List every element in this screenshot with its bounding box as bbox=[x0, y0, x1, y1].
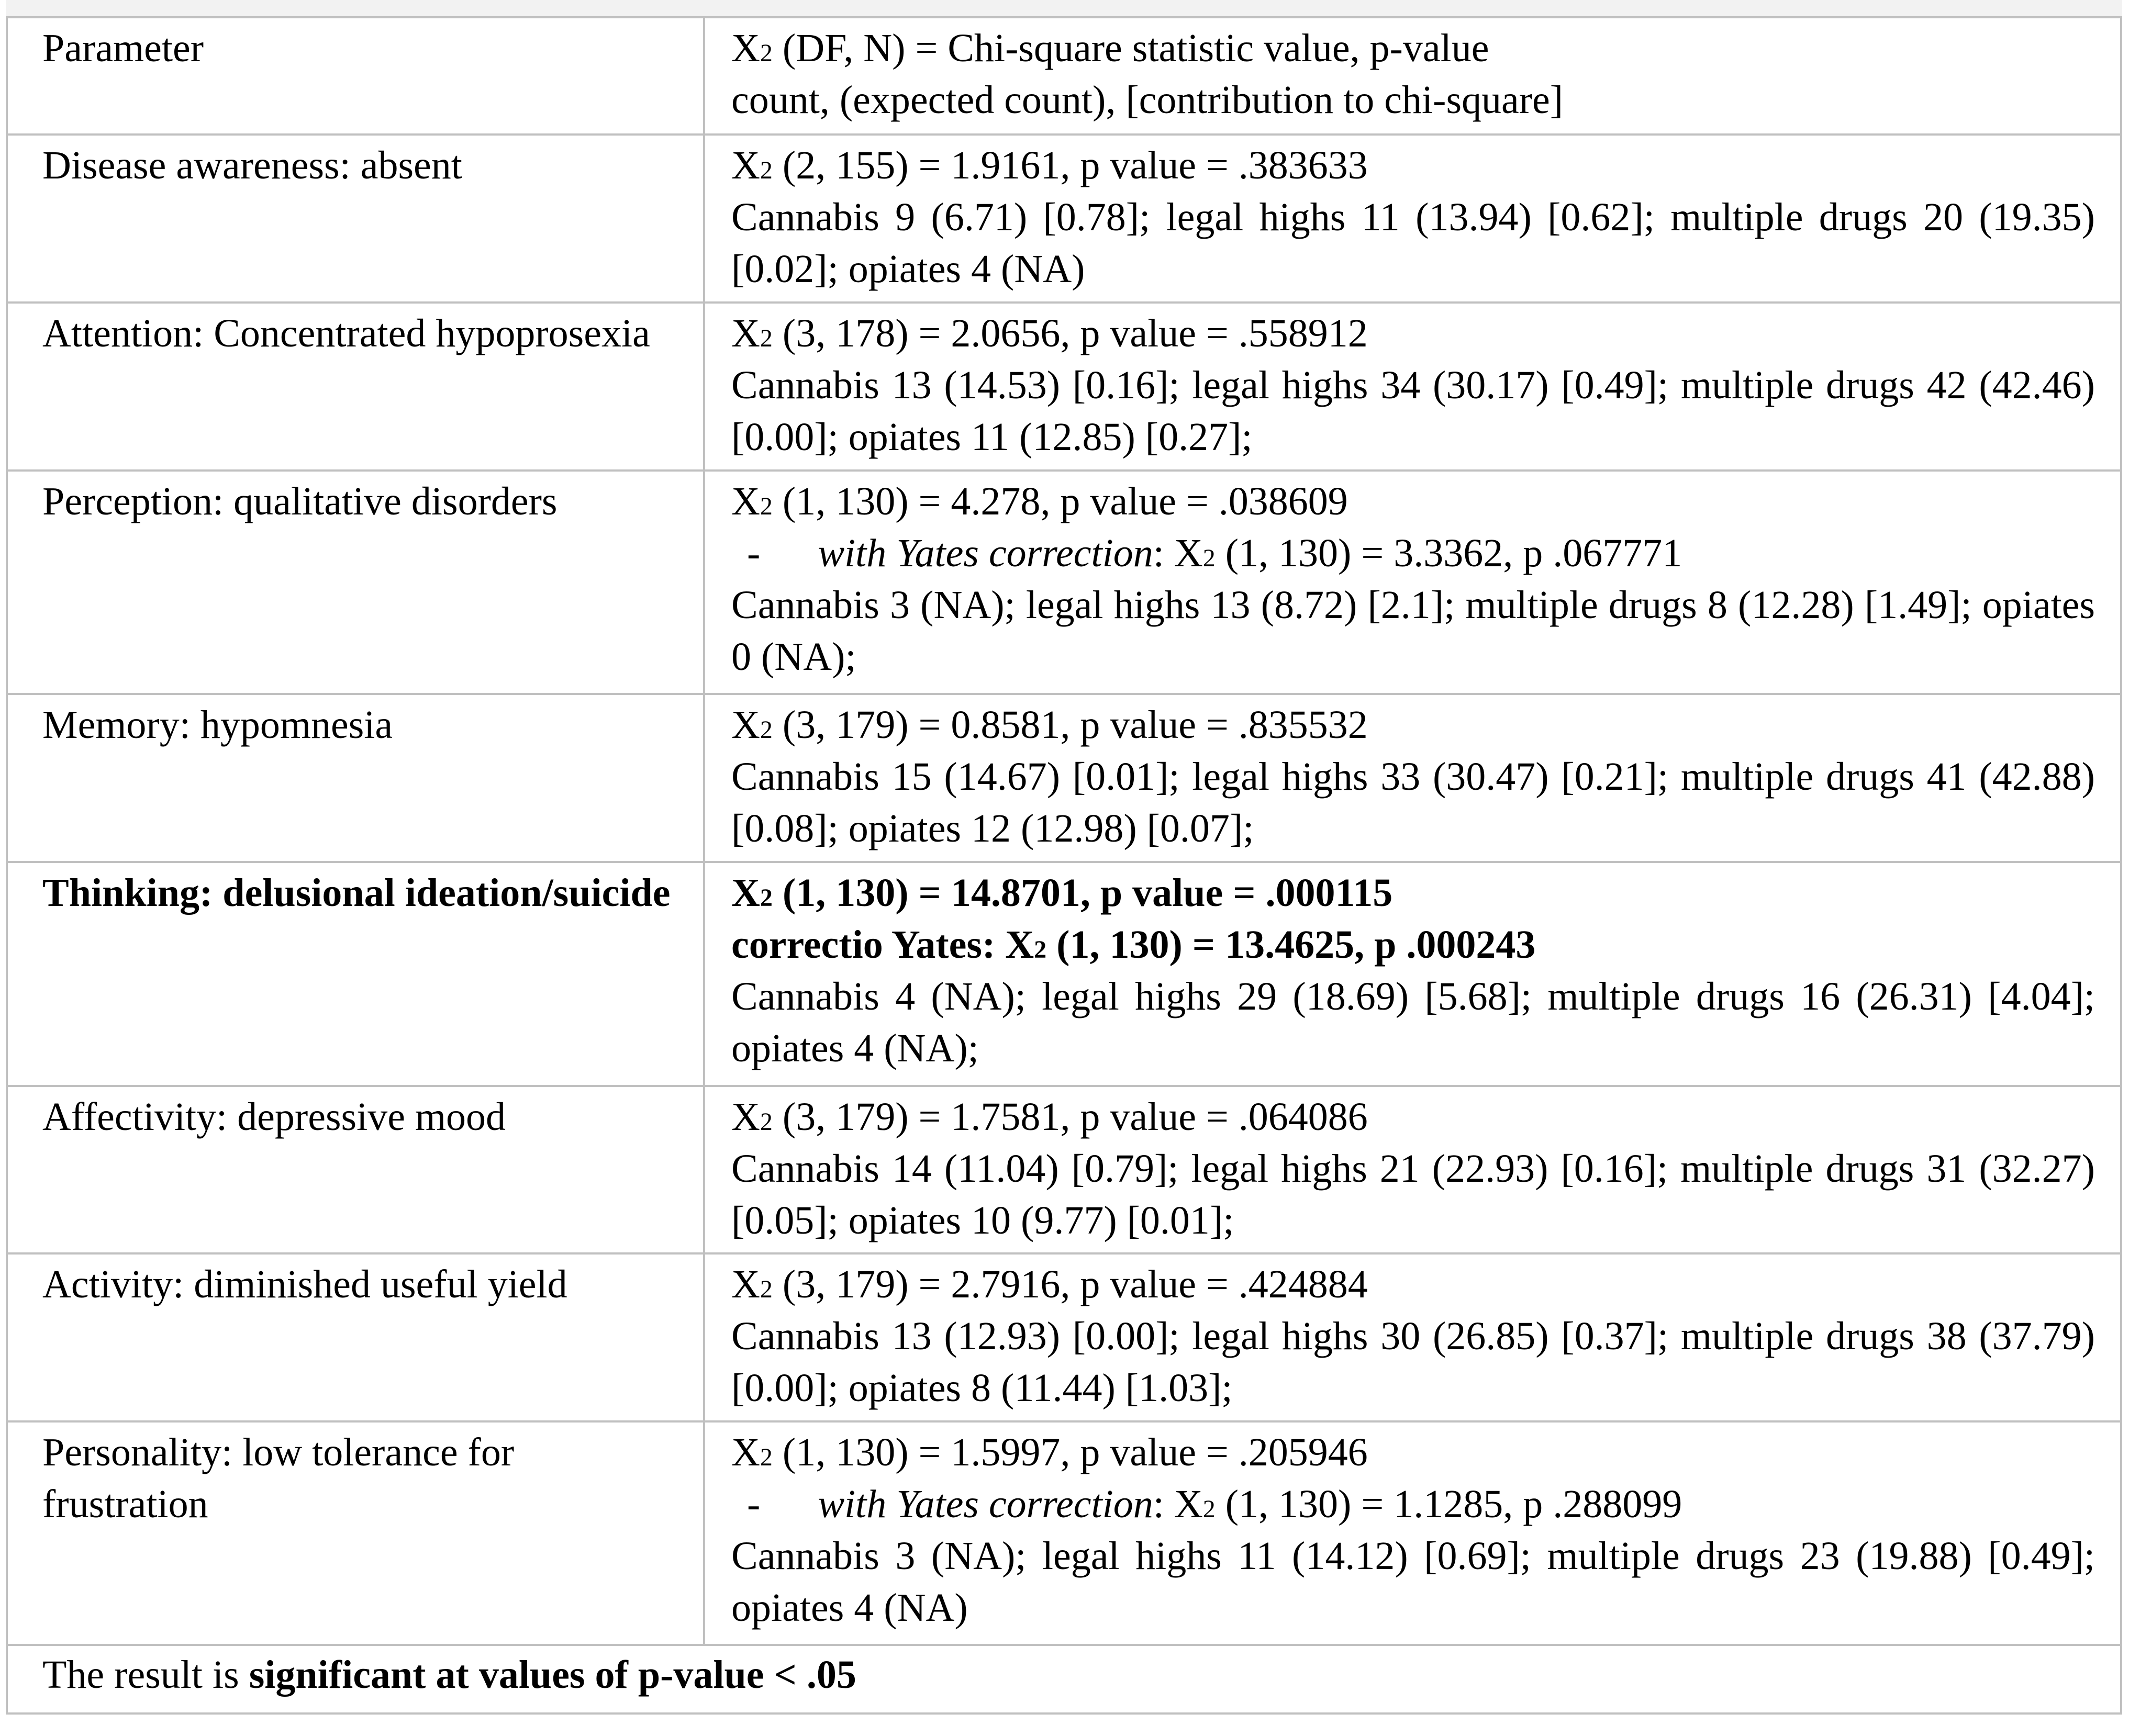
text-fragment: X bbox=[731, 871, 760, 915]
text-fragment: X bbox=[731, 26, 760, 70]
header-parameter: Parameter bbox=[7, 17, 704, 135]
text-fragment bbox=[731, 923, 1535, 967]
row-statistic bbox=[704, 135, 2121, 303]
text-fragment: with Yates correction bbox=[818, 1482, 1153, 1526]
text-fragment: (2, 155) = 1.9161, p value = .383633 bbox=[772, 143, 1368, 187]
table-row bbox=[7, 1421, 2121, 1645]
text-line bbox=[731, 919, 2095, 971]
text-line: Cannabis 3 (NA); legal highs 13 (8.72) [2.1]; multiple drugs 8 (12.28) [1.49]; opiates 0 (NA); bbox=[731, 583, 2095, 679]
text-line bbox=[731, 1259, 2095, 1311]
text-line bbox=[731, 140, 2095, 192]
table-row bbox=[7, 303, 2121, 471]
text-line bbox=[731, 1427, 2095, 1479]
superscript: 2 bbox=[1034, 936, 1047, 964]
table-row-significant bbox=[7, 862, 2121, 1086]
header-statistic bbox=[704, 17, 2121, 135]
text-fragment: X bbox=[731, 143, 760, 187]
table-row bbox=[7, 694, 2121, 862]
superscript: 2 bbox=[760, 39, 773, 67]
text-fragment: X bbox=[731, 1095, 760, 1139]
text-line: count, (expected count), [contribution to chi-square] bbox=[731, 78, 1564, 122]
row-parameter bbox=[7, 862, 704, 1086]
row-statistic bbox=[704, 862, 2121, 1086]
text-fragment: The result is bbox=[42, 1653, 249, 1697]
row-parameter: Perception: qualitative disorders bbox=[7, 471, 704, 694]
superscript: 2 bbox=[760, 1108, 773, 1136]
superscript: 2 bbox=[1202, 1495, 1216, 1523]
text-fragment: with Yates correction bbox=[818, 531, 1153, 575]
text-fragment: (1, 130) = 1.5997, p value = .205946 bbox=[772, 1430, 1368, 1474]
text-fragment: Thinking: delusional ideation/suicide bbox=[42, 871, 671, 915]
text-fragment bbox=[760, 531, 1682, 575]
superscript: 2 bbox=[760, 1275, 773, 1303]
row-parameter: Affectivity: depressive mood bbox=[7, 1086, 704, 1253]
row-statistic bbox=[704, 1086, 2121, 1253]
text-fragment: - bbox=[747, 1482, 761, 1526]
table-footer-row bbox=[7, 1645, 2121, 1713]
superscript: 2 bbox=[760, 492, 773, 520]
text-fragment: (1, 130) = 1.1285, p .288099 bbox=[1215, 1482, 1682, 1526]
footer-note bbox=[7, 1645, 2121, 1713]
text-fragment: (1, 130) = 4.278, p value = .038609 bbox=[772, 479, 1348, 523]
text-fragment: (3, 179) = 2.7916, p value = .424884 bbox=[772, 1262, 1368, 1306]
text-fragment: (1, 130) = 13.4625, p .000243 bbox=[1046, 923, 1536, 967]
text-line: Cannabis 13 (14.53) [0.16]; legal highs 34 (30.17) [0.49]; multiple drugs 42 (42.46) [0.00]; opiates 11 (12.85) [0.27]; bbox=[731, 363, 2095, 459]
text-line: Cannabis 9 (6.71) [0.78]; legal highs 11 (13.94) [0.62]; multiple drugs 20 (19.35) [0.02]; opiates 4 (NA) bbox=[731, 195, 2095, 291]
table-row bbox=[7, 471, 2121, 694]
text-fragment: (1, 130) = 3.3362, p .067771 bbox=[1215, 531, 1682, 575]
text-fragment: (3, 178) = 2.0656, p value = .558912 bbox=[772, 311, 1368, 355]
row-parameter: Memory: hypomnesia bbox=[7, 694, 704, 862]
superscript: 2 bbox=[760, 324, 773, 352]
text-line bbox=[731, 1479, 2095, 1530]
row-parameter: Personality: low tolerance for frustration bbox=[7, 1421, 704, 1645]
row-statistic bbox=[704, 471, 2121, 694]
top-strip bbox=[6, 0, 2122, 16]
table-row bbox=[7, 1253, 2121, 1421]
row-parameter: Activity: diminished useful yield bbox=[7, 1253, 704, 1421]
text-fragment bbox=[731, 871, 1392, 915]
superscript: 2 bbox=[760, 156, 773, 184]
superscript: 2 bbox=[1202, 544, 1216, 572]
text-fragment: significant at values of p-value < .05 bbox=[249, 1653, 856, 1697]
text-line: Cannabis 15 (14.67) [0.01]; legal highs 33 (30.47) [0.21]; multiple drugs 41 (42.88) [0.08]; opiates 12 (12.98) [0.07]; bbox=[731, 755, 2095, 850]
text-fragment: X bbox=[731, 1262, 760, 1306]
text-fragment: X bbox=[731, 1430, 760, 1474]
text-line: Cannabis 3 (NA); legal highs 11 (14.12) [0.69]; multiple drugs 23 (19.88) [0.49]; opiates 4 (NA) bbox=[731, 1534, 2095, 1630]
text-fragment: : X bbox=[1153, 1482, 1203, 1526]
text-fragment: (1, 130) = 14.8701, p value = .000115 bbox=[772, 871, 1393, 915]
text-fragment bbox=[760, 1482, 1682, 1526]
superscript: 2 bbox=[760, 884, 773, 912]
text-line: Cannabis 13 (12.93) [0.00]; legal highs 30 (26.85) [0.37]; multiple drugs 38 (37.79) [0.00]; opiates 8 (11.44) [1.03]; bbox=[731, 1314, 2095, 1410]
row-parameter: Attention: Concentrated hypoprosexia bbox=[7, 303, 704, 471]
superscript: 2 bbox=[760, 1443, 773, 1471]
row-statistic bbox=[704, 1253, 2121, 1421]
text-fragment: X bbox=[731, 311, 760, 355]
text-fragment: : X bbox=[1153, 531, 1203, 575]
text-line: Cannabis 14 (11.04) [0.79]; legal highs 21 (22.93) [0.16]; multiple drugs 31 (32.27) [0.05]; opiates 10 (9.77) [0.01]; bbox=[731, 1147, 2095, 1242]
text-fragment: (3, 179) = 1.7581, p value = .064086 bbox=[772, 1095, 1368, 1139]
text-fragment: (3, 179) = 0.8581, p value = .835532 bbox=[772, 703, 1368, 747]
row-parameter: Disease awareness: absent bbox=[7, 135, 704, 303]
text-fragment: - bbox=[747, 531, 761, 575]
text-fragment: X bbox=[731, 479, 760, 523]
row-statistic bbox=[704, 1421, 2121, 1645]
text-fragment: correctio Yates: X bbox=[731, 923, 1034, 967]
row-statistic bbox=[704, 303, 2121, 471]
text-line bbox=[731, 476, 2095, 528]
text-line: Cannabis 4 (NA); legal highs 29 (18.69) [5.68]; multiple drugs 16 (26.31) [4.04]; opiates 4 (NA); bbox=[731, 975, 2095, 1070]
text-line bbox=[731, 308, 2095, 360]
text-line bbox=[731, 699, 2095, 751]
chi-square-table bbox=[6, 16, 2122, 1715]
text-line bbox=[731, 1091, 2095, 1143]
row-statistic bbox=[704, 694, 2121, 862]
text-line bbox=[731, 867, 2095, 919]
text-line bbox=[731, 23, 2095, 74]
text-line bbox=[731, 528, 2095, 579]
superscript: 2 bbox=[760, 716, 773, 744]
table-header-row bbox=[7, 17, 2121, 135]
text-fragment: X bbox=[731, 703, 760, 747]
text-fragment: (DF, N) = Chi-square statistic value, p-value bbox=[772, 26, 1489, 70]
table-row bbox=[7, 135, 2121, 303]
table-row bbox=[7, 1086, 2121, 1253]
